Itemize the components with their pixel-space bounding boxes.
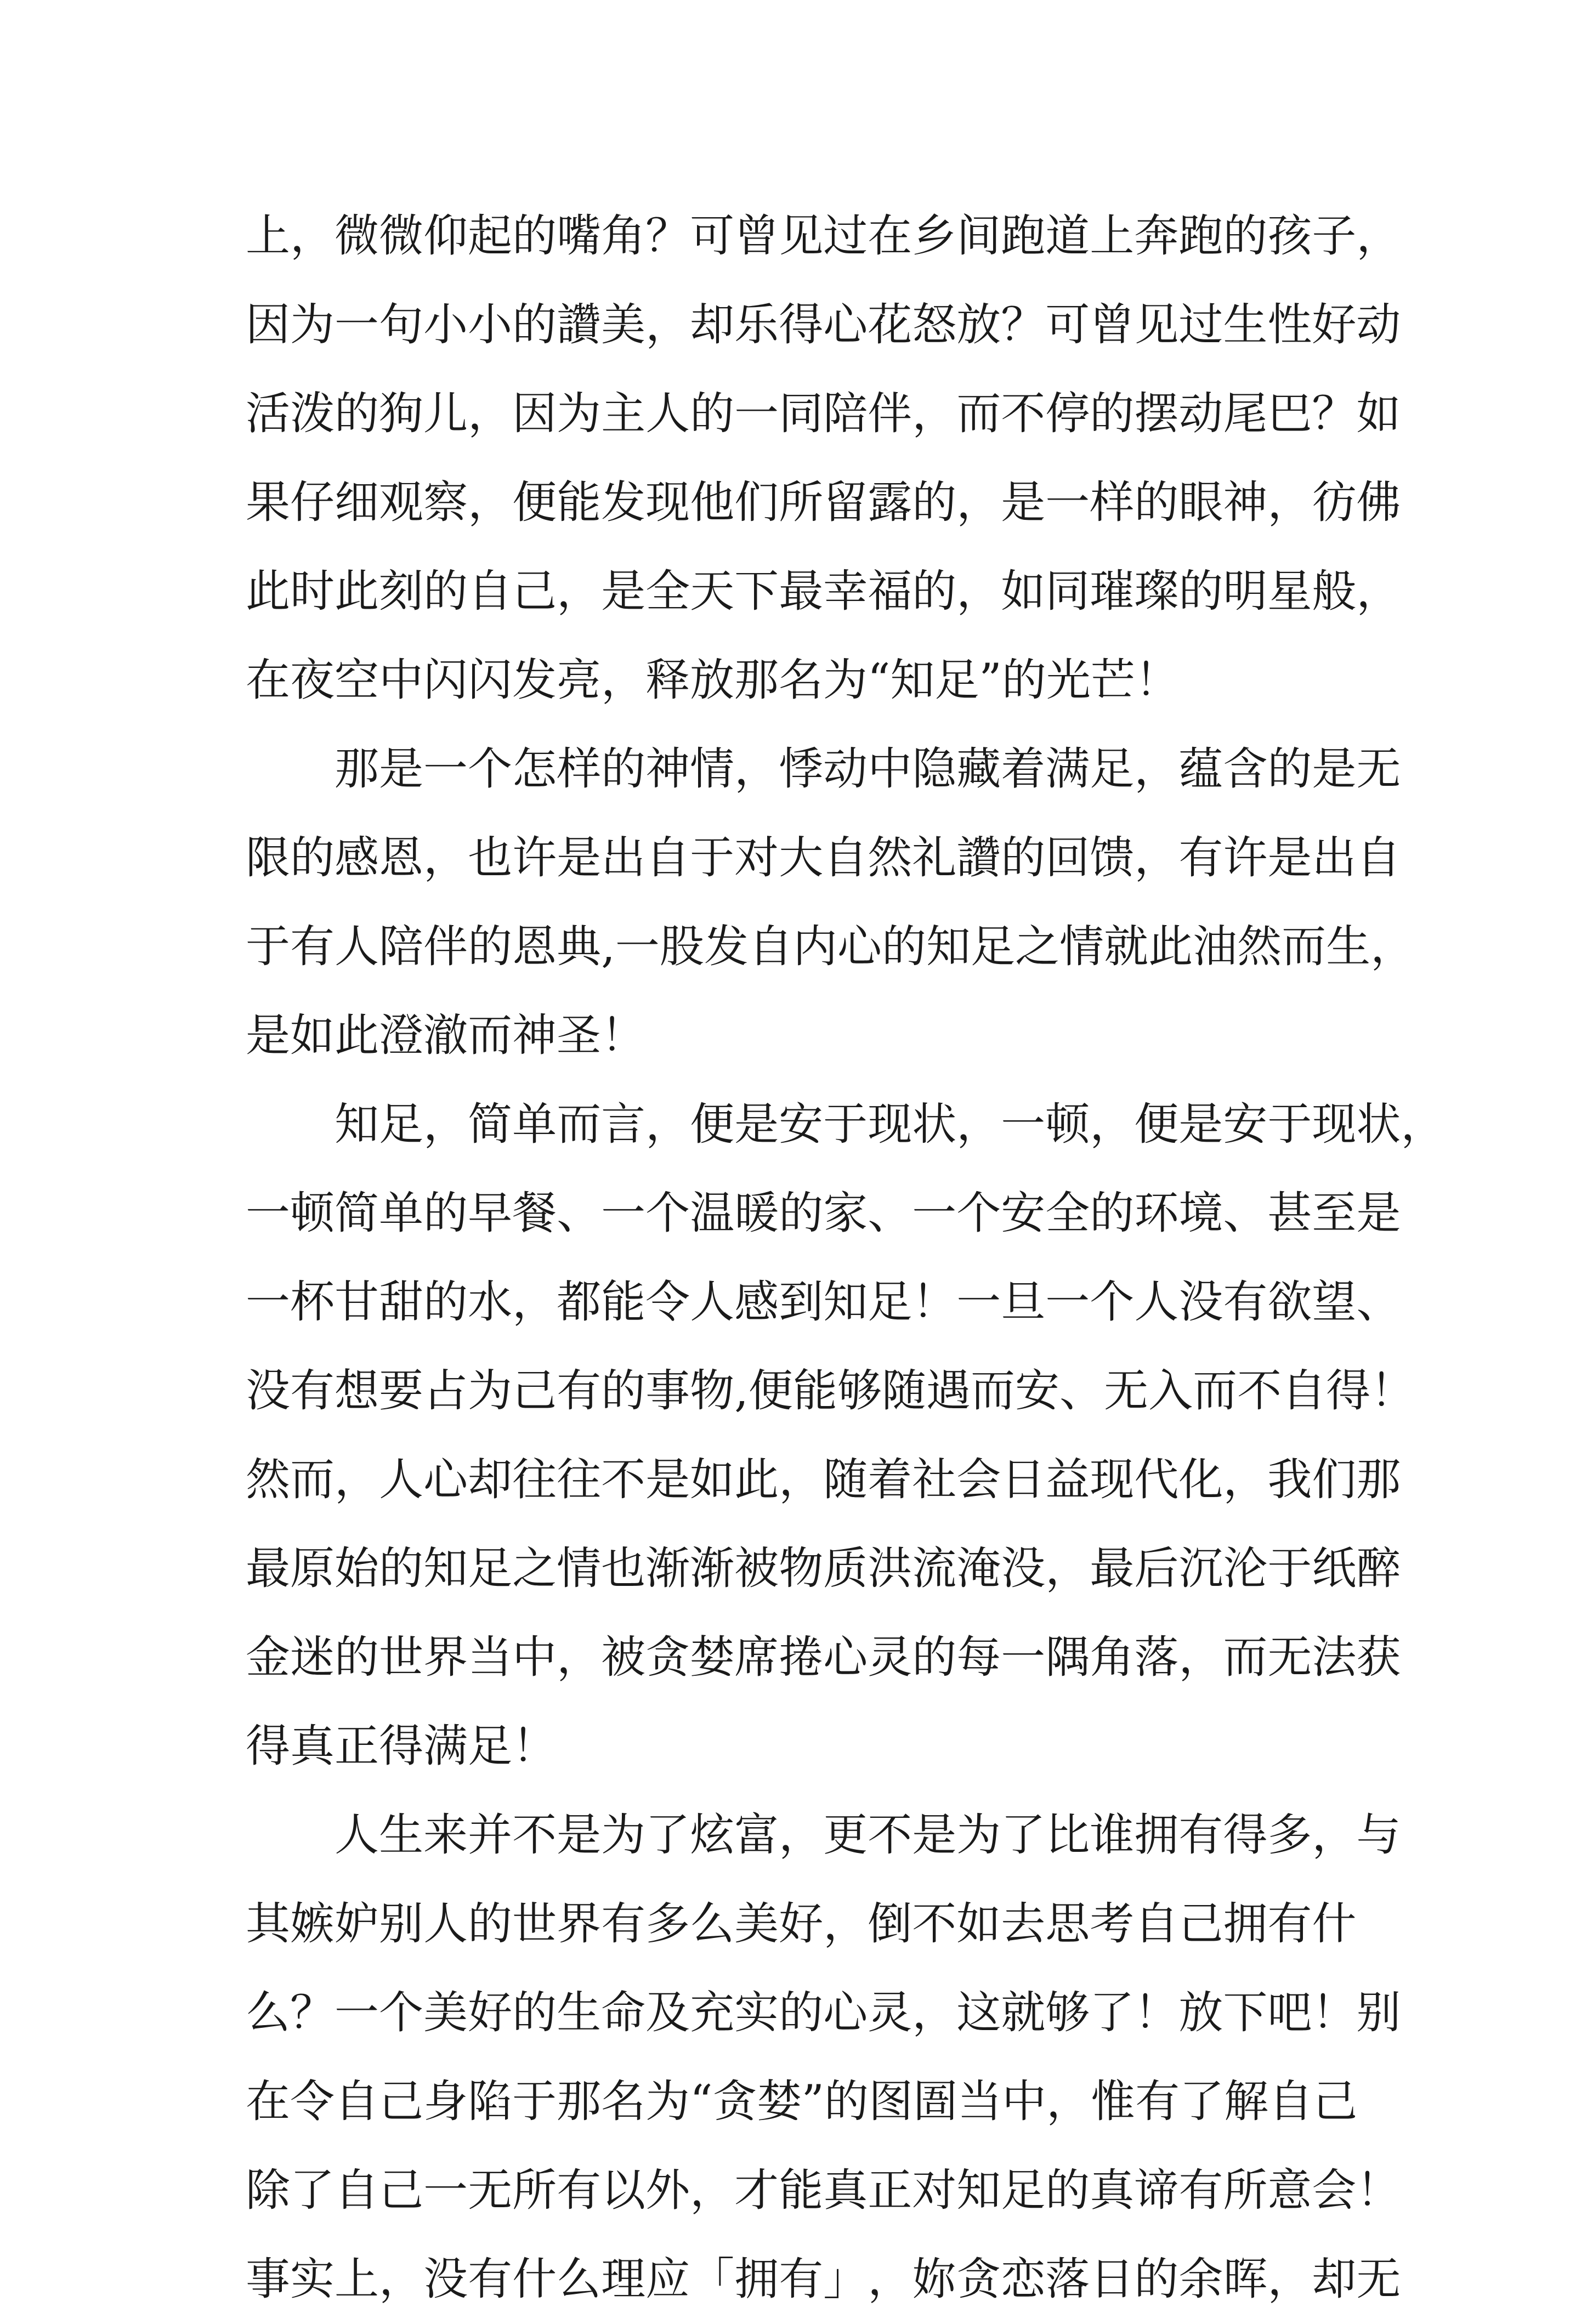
text-line: 因 为 一 句 小 小 的 讚 美 ， 却 乐 得 心 花 怒 放 ？ 可 曾 见 过 生 性 好 动 bbox=[246, 299, 1401, 351]
text-line: 一 顿 简 单 的 早 餐 、 一 个 温 暖 的 家 、 一 个 安 全 的 环 境 、 甚 至 是 bbox=[246, 1188, 1401, 1239]
text-line: 那 是 一 个 怎 样 的 神 情 ， 悸 动 中 隐 藏 着 满 足 ， 蕴 含 的 是 无 bbox=[335, 744, 1401, 795]
document-body bbox=[246, 192, 1446, 2324]
paragraph bbox=[246, 1080, 1446, 1791]
text-line: 没 有 想 要 占 为 己 有 的 事 物 , 便 能 够 随 遇 而 安 、 无 入 而 不 自 得 ！ bbox=[246, 1365, 1415, 1417]
paragraph bbox=[246, 725, 1415, 1080]
text-line: 在 令 自 己 身 陷 于 那 名 为 “ 贪 婪 ” 的 图 圄 当 中 ， 惟 有 了 解 自 己 bbox=[246, 2076, 1358, 2128]
text-line: 人 生 来 并 不 是 为 了 炫 富 ， 更 不 是 为 了 比 谁 拥 有 得 多 ， 与 bbox=[335, 1810, 1401, 1861]
paragraph bbox=[246, 192, 1401, 725]
text-line: 在夜空中闪闪发亮，释放那名为“知足”的光芒！ bbox=[246, 655, 1180, 706]
text-line: 一 杯 甘 甜 的 水 ， 都 能 令 人 感 到 知 足 ！ 一 旦 一 个 人 没 有 欲 望 、 bbox=[246, 1277, 1401, 1328]
text-line: 除 了 自 己 一 无 所 有 以 外 ， 才 能 真 正 对 知 足 的 真 谛 有 所 意 会 ！ bbox=[246, 2165, 1401, 2217]
text-line: 事 实 上 ， 没 有 什 么 理 应 「 拥 有 」 ， 妳 贪 恋 落 日 的 余 晖 ， 却 无 bbox=[246, 2254, 1401, 2305]
paragraph bbox=[246, 1791, 1401, 2324]
text-line: 限 的 感 恩 ， 也 许 是 出 自 于 对 大 自 然 礼 讚 的 回 馈 ， 有 许 是 出 自 bbox=[246, 832, 1401, 884]
text-line: 果 仔 细 观 察 ， 便 能 发 现 他 们 所 留 露 的 ， 是 一 样 的 眼 神 ， 彷 佛 bbox=[246, 477, 1401, 529]
text-line: 金 迷 的 世 界 当 中 ， 被 贪 婪 席 捲 心 灵 的 每 一 隅 角 落 ， 而 无 法 获 bbox=[246, 1632, 1401, 1684]
text-line: 上 ， 微 微 仰 起 的 嘴 角 ？ 可 曾 见 过 在 乡 间 跑 道 上 奔 跑 的 孩 子 ， bbox=[246, 211, 1401, 262]
text-line: 然 而 ， 人 心 却 往 往 不 是 如 此 ， 随 着 社 会 日 益 现 代 化 ， 我 们 那 bbox=[246, 1454, 1401, 1506]
text-line: 是如此澄澈而神圣！ bbox=[246, 1010, 646, 1062]
text-line: 活 泼 的 狗 儿 ， 因 为 主 人 的 一 同 陪 伴 ， 而 不 停 的 摆 动 尾 巴 ？ 如 bbox=[246, 388, 1401, 440]
text-line: 其 嫉 妒 别 人 的 世 界 有 多 么 美 好 ， 倒 不 如 去 思 考 自 己 拥 有 什 bbox=[246, 1898, 1357, 1950]
text-line: 于 有 人 陪 伴 的 恩 典 , 一 股 发 自 内 心 的 知 足 之 情 就 此 油 然 而 生 ， bbox=[246, 921, 1415, 973]
text-line: 此 时 此 刻 的 自 己 ， 是 全 天 下 最 幸 福 的 ， 如 同 璀 璨 的 明 星 般 ， bbox=[246, 566, 1401, 617]
text-line: 知 足 ， 简 单 而 言 ， 便 是 安 于 现 状 ， 一 顿 ， 便 是 安 于 现 状 ， bbox=[335, 1099, 1446, 1150]
text-line: 最 原 始 的 知 足 之 情 也 渐 渐 被 物 质 洪 流 淹 没 ， 最 后 沉 沦 于 纸 醉 bbox=[246, 1543, 1401, 1595]
text-line: 么 ？ 一 个 美 好 的 生 命 及 充 实 的 心 灵 ， 这 就 够 了 ！ 放 下 吧 ！ 别 bbox=[246, 1987, 1401, 2039]
text-line: 得真正得满足！ bbox=[246, 1721, 557, 1772]
